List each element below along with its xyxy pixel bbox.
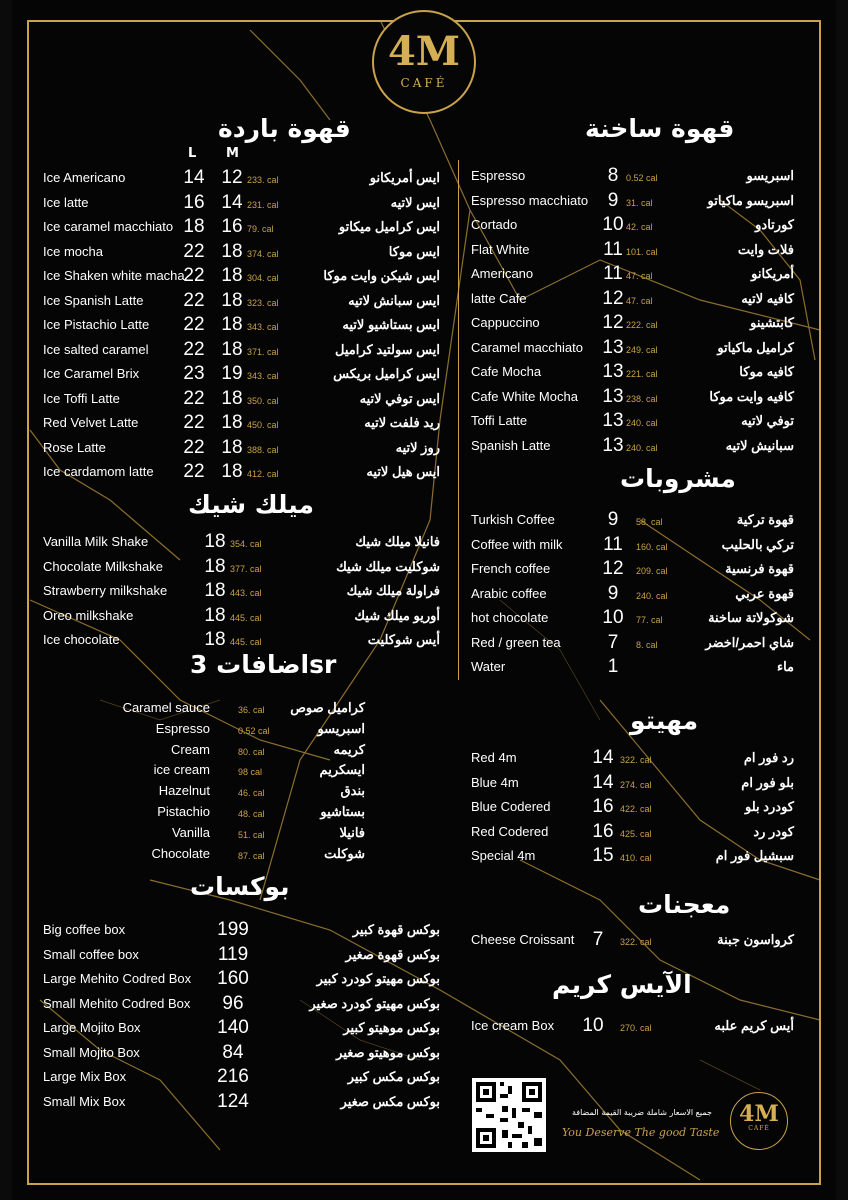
- item-price-large: 16: [183, 191, 205, 213]
- item-calories: 47. cal: [626, 295, 653, 306]
- item-price: 216: [217, 1066, 249, 1087]
- item-name-arabic: بوكس موهيتو صغير: [336, 1044, 440, 1060]
- item-price: 18: [204, 629, 226, 650]
- item-name-arabic: ايس أمريكانو: [369, 170, 440, 185]
- item-price: 13: [602, 385, 624, 407]
- boxes-row: [0, 992, 848, 1016]
- item-name-arabic: كافيه موكا: [739, 364, 794, 379]
- item-calories: 48. cal: [238, 809, 265, 819]
- item-price: 18: [204, 604, 226, 626]
- footer-logo: [730, 1092, 788, 1150]
- mojito-row: [0, 771, 848, 795]
- item-calories: 221. cal: [626, 369, 658, 379]
- item-name-arabic: شوكلت: [324, 845, 365, 861]
- item-name-arabic: ايس كراميل ميكاتو: [338, 219, 440, 234]
- item-name-english: Small Mix Box: [43, 1093, 126, 1109]
- item-name-english: Cafe White Mocha: [471, 388, 578, 404]
- item-name-arabic: كافيه وايت موكا: [709, 388, 794, 404]
- item-name-english: Ice Caramel Brix: [43, 366, 140, 381]
- item-price: 12: [602, 287, 624, 309]
- item-name-arabic: توفي لاتيه: [741, 413, 794, 428]
- item-name-english: Large Mojito Box: [43, 1020, 141, 1035]
- item-calories: 270. cal: [620, 1023, 652, 1033]
- item-price-large: 22: [183, 436, 205, 458]
- item-price: 18: [204, 531, 226, 552]
- item-name-arabic: اسبريسو: [317, 720, 365, 736]
- item-name-english: Ice caramel macchiato: [43, 219, 174, 234]
- qr-pattern-icon: [472, 1078, 546, 1152]
- item-name-arabic: بلو فور ام: [741, 774, 794, 790]
- item-name-arabic: ايس موكا: [388, 243, 440, 259]
- item-price: 9: [607, 582, 619, 604]
- hot-coffee-row: [0, 238, 848, 262]
- item-calories: 238. cal: [626, 393, 658, 404]
- brand-logo: [372, 10, 476, 114]
- item-calories: 343. cal: [247, 371, 279, 381]
- boxes-row: [0, 967, 848, 991]
- item-price-medium: 16: [221, 216, 243, 237]
- item-calories: 160. cal: [636, 541, 668, 552]
- item-name-arabic: أمريكانو: [751, 266, 794, 281]
- item-price: 16: [592, 796, 614, 817]
- item-name-arabic: شوكليت ميلك شيك: [336, 558, 440, 574]
- item-name-english: Rose Latte: [43, 439, 106, 455]
- hot-coffee-row: [0, 189, 848, 213]
- item-name-english: Red Velvet Latte: [43, 415, 139, 430]
- mojito-row: [0, 844, 848, 868]
- item-calories: 323. cal: [247, 297, 279, 308]
- item-price-medium: 18: [221, 240, 243, 262]
- item-price: 10: [582, 1015, 604, 1036]
- item-name-english: Blue 4m: [471, 774, 519, 790]
- item-name-english: Coffee with milk: [471, 536, 563, 552]
- item-name-english: Cortado: [471, 217, 518, 232]
- item-price: 11: [603, 533, 623, 555]
- item-name-arabic: كراميل صوص: [290, 700, 365, 715]
- item-price-medium: 19: [221, 363, 243, 384]
- tagline: You Deserve The good Taste: [562, 1126, 720, 1139]
- item-name-english: Pistachio: [157, 804, 210, 819]
- pastries-row: [0, 928, 848, 952]
- item-name-arabic: ايس كراميل بريكس: [333, 366, 440, 381]
- section-hot-coffee: قهوة ساخنة: [585, 114, 735, 143]
- item-calories: 425. cal: [620, 828, 652, 839]
- item-name-english: Espresso macchiato: [471, 192, 589, 208]
- item-name-arabic: سبشيل فور ام: [715, 848, 794, 863]
- item-name-arabic: كراميل ماكياتو: [717, 339, 794, 355]
- item-name-english: Ice cream Box: [471, 1018, 555, 1033]
- drinks-row: [0, 631, 848, 655]
- item-name-english: Large Mix Box: [43, 1069, 127, 1084]
- hot-coffee-row: [0, 336, 848, 360]
- item-name-arabic: بوكس مكس كبير: [347, 1069, 440, 1084]
- item-price: 160: [217, 968, 249, 989]
- item-name-english: Vanilla Milk Shake: [43, 534, 149, 549]
- brand-mark: 4M: [387, 28, 461, 75]
- item-name-english: Small Mehito Codred Box: [43, 995, 191, 1011]
- item-name-english: ice cream: [153, 762, 210, 778]
- item-name-arabic: كابتشينو: [750, 315, 794, 330]
- item-calories: 233. cal: [247, 175, 279, 185]
- drinks-row: [0, 533, 848, 557]
- item-name-arabic: أيس كريم علبه: [714, 1018, 794, 1033]
- item-price-large: 22: [183, 265, 205, 286]
- hot-coffee-row: [0, 385, 848, 409]
- item-name-arabic: بندق: [340, 783, 365, 799]
- item-calories: 410. cal: [620, 853, 652, 863]
- item-name-arabic: شاي احمر/اخضر: [705, 634, 794, 650]
- item-name-english: Espresso: [471, 168, 526, 183]
- hot-coffee-row: [0, 287, 848, 311]
- item-name-arabic: أيس شوكليت: [367, 632, 440, 647]
- item-price: 18: [204, 580, 226, 601]
- item-calories: 0.52 cal: [238, 725, 270, 736]
- item-name-arabic: ايس سولتيد كراميل: [335, 341, 440, 357]
- item-price-medium: 18: [221, 314, 243, 335]
- item-name-arabic: روز لاتيه: [395, 439, 440, 455]
- item-name-arabic: فانيلا: [339, 824, 365, 840]
- item-calories: 388. cal: [247, 444, 279, 455]
- item-calories: 304. cal: [247, 273, 279, 283]
- section-pastries: معجنات: [638, 890, 731, 919]
- mojito-row: [0, 746, 848, 770]
- item-name-arabic: كودر رد: [753, 823, 794, 839]
- item-price: 15: [592, 845, 614, 866]
- drinks-row: [0, 655, 848, 679]
- item-calories: 46. cal: [238, 788, 265, 799]
- item-name-arabic: تركي بالحليب: [721, 536, 794, 552]
- item-calories: 87. cal: [238, 850, 265, 861]
- item-calories: 322. cal: [620, 755, 652, 765]
- item-calories: 209. cal: [636, 566, 668, 576]
- item-name-arabic: اسبريسو ماكياتو: [707, 192, 794, 208]
- drinks-row: [0, 582, 848, 606]
- item-price: 11: [603, 238, 623, 260]
- item-price-medium: 18: [221, 387, 243, 409]
- item-name-english: Flat White: [471, 241, 530, 257]
- item-name-english: Cream: [170, 741, 210, 757]
- item-name-english: Caramel sauce: [122, 700, 210, 715]
- item-calories: 36. cal: [238, 705, 265, 715]
- item-calories: 350. cal: [247, 395, 279, 406]
- drinks-row: [0, 606, 848, 630]
- item-name-arabic: قهوة فرنسية: [725, 561, 794, 576]
- item-name-english: Ice latte: [43, 194, 89, 210]
- size-medium-label: M: [226, 146, 239, 161]
- vat-note: جميع الاسعار شاملة ضريبة القيمة المضافة: [572, 1108, 712, 1117]
- item-price: 13: [602, 336, 624, 358]
- item-price: 13: [602, 434, 624, 456]
- item-price: 199: [217, 919, 249, 940]
- item-price-large: 22: [183, 461, 205, 482]
- item-price-large: 22: [183, 412, 205, 433]
- item-name-english: Water: [471, 659, 506, 674]
- item-name-arabic: أوريو ميلك شيك: [354, 607, 440, 623]
- item-price: 7: [592, 929, 604, 950]
- item-calories: 374. cal: [247, 248, 279, 259]
- item-price-medium: 18: [221, 338, 243, 360]
- item-calories: 445. cal: [230, 637, 262, 647]
- item-calories: 354. cal: [230, 539, 262, 549]
- item-calories: 51. cal: [238, 829, 265, 840]
- item-name-arabic: فلات وايت: [737, 241, 794, 257]
- item-name-english: Hazelnut: [158, 783, 210, 799]
- item-calories: 422. cal: [620, 804, 652, 814]
- item-name-arabic: سبانيش لاتيه: [725, 437, 794, 453]
- item-calories: 240. cal: [636, 590, 668, 601]
- item-price-large: 22: [183, 314, 205, 335]
- item-name-arabic: فانيلا ميلك شيك: [355, 534, 440, 549]
- item-name-arabic: بوكس مهيتو كودرد صغير: [309, 995, 440, 1011]
- hot-coffee-row: [0, 409, 848, 433]
- hot-coffee-row: [0, 213, 848, 237]
- item-price-medium: 14: [221, 191, 243, 213]
- item-price-large: 22: [183, 387, 205, 409]
- item-name-english: Small coffee box: [43, 946, 139, 962]
- item-name-english: Red / green tea: [471, 634, 561, 650]
- item-name-arabic: ايس توفي لاتيه: [359, 390, 440, 406]
- item-name-english: Big coffee box: [43, 922, 126, 937]
- hot-coffee-row: [0, 360, 848, 384]
- item-price: 13: [602, 410, 624, 431]
- item-name-arabic: ايس شيكن وايت موكا: [323, 268, 440, 283]
- item-name-arabic: كورتادو: [755, 217, 794, 232]
- footer-brand-cafe: CAFÉ: [748, 1125, 770, 1132]
- size-large-label: L: [188, 146, 197, 161]
- item-price-medium: 18: [221, 265, 243, 286]
- item-calories: 42. cal: [626, 222, 653, 232]
- item-price-large: 14: [183, 167, 205, 188]
- item-name-arabic: بوكس قهوة صغير: [345, 946, 440, 962]
- item-calories: 79. cal: [247, 224, 274, 234]
- ice-cream-row: [0, 1014, 848, 1038]
- item-price-medium: 18: [221, 461, 243, 482]
- item-name-english: Red 4m: [471, 750, 517, 765]
- item-price-large: 22: [183, 289, 205, 311]
- item-calories: 249. cal: [626, 344, 658, 355]
- item-name-english: Turkish Coffee: [471, 512, 555, 527]
- hot-coffee-row: [0, 262, 848, 286]
- item-name-arabic: ايس هيل لاتيه: [366, 464, 440, 479]
- item-calories: 240. cal: [626, 418, 658, 428]
- item-name-arabic: بوكس مهيتو كودرد كبير: [316, 971, 440, 986]
- item-name-english: Small Mojito Box: [43, 1044, 140, 1060]
- item-calories: 231. cal: [247, 199, 279, 210]
- item-calories: 412. cal: [247, 469, 279, 479]
- item-name-english: Cheese Croissant: [471, 932, 575, 947]
- item-calories: 80. cal: [238, 746, 265, 757]
- item-name-english: Americano: [471, 266, 534, 281]
- boxes-row: [0, 1090, 848, 1114]
- item-calories: 377. cal: [230, 563, 262, 574]
- item-name-english: Ice Shaken white macha: [43, 268, 185, 283]
- item-name-english: Ice mocha: [43, 243, 103, 259]
- item-name-arabic: ايسكريم: [319, 762, 365, 778]
- item-price: 9: [607, 189, 619, 211]
- item-price: 84: [222, 1041, 244, 1063]
- item-calories: 98 cal: [238, 767, 263, 778]
- item-name-arabic: اسبريسو: [746, 168, 794, 183]
- item-name-english: Strawberry milkshake: [43, 583, 168, 598]
- section-mojito: مهيتو: [630, 706, 699, 735]
- item-name-english: Chocolate: [151, 845, 210, 861]
- item-price-medium: 18: [221, 412, 243, 433]
- item-calories: 322. cal: [620, 937, 652, 947]
- section-drinks: مشروبات: [620, 464, 736, 493]
- mojito-row: [0, 795, 848, 819]
- boxes-row: [0, 1065, 848, 1089]
- item-price: 14: [592, 747, 614, 768]
- item-name-arabic: ايس لاتيه: [390, 194, 440, 210]
- item-price: 16: [592, 820, 614, 842]
- item-price: 9: [607, 509, 619, 530]
- item-calories: 274. cal: [620, 779, 652, 790]
- mojito-row: [0, 820, 848, 844]
- item-name-english: Ice Spanish Latte: [43, 292, 144, 308]
- item-price: 13: [602, 361, 624, 382]
- item-calories: 343. cal: [247, 322, 279, 332]
- item-name-arabic: بوكس مكس صغير: [340, 1093, 440, 1109]
- section-ice-cream: الآيس كريم: [552, 970, 692, 999]
- item-name-english: Blue Codered: [471, 799, 551, 814]
- item-calories: 58. cal: [636, 517, 663, 527]
- section-cold-coffee: قهوة باردة: [218, 114, 351, 143]
- item-name-english: Caramel macchiato: [471, 339, 583, 355]
- item-calories: 371. cal: [247, 346, 279, 357]
- qr-code[interactable]: [472, 1078, 546, 1152]
- item-name-english: Ice cardamom latte: [43, 464, 154, 479]
- item-price-large: 22: [183, 240, 205, 262]
- item-name-english: Espresso: [155, 720, 210, 736]
- item-name-english: Cafe Mocha: [471, 364, 542, 379]
- item-calories: 8. cal: [636, 639, 658, 650]
- item-name-arabic: كرواسون جبنة: [717, 932, 794, 947]
- item-calories: 0.52 cal: [626, 173, 658, 183]
- item-price-medium: 18: [221, 436, 243, 458]
- item-name-english: latte Cafe: [471, 290, 527, 306]
- hot-coffee-row: [0, 434, 848, 458]
- item-name-arabic: ريد فلفت لاتيه: [364, 415, 440, 430]
- item-calories: 443. cal: [230, 588, 262, 598]
- item-name-english: Ice Americano: [43, 170, 126, 185]
- item-price: 8: [607, 165, 619, 186]
- item-price: 96: [222, 992, 244, 1014]
- brand-cafe: CAFÉ: [400, 76, 448, 90]
- item-name-english: Arabic coffee: [471, 585, 547, 601]
- section-extras: اضافات 3sr: [190, 650, 337, 679]
- item-price-medium: 18: [221, 289, 243, 311]
- item-name-english: Red Codered: [471, 823, 549, 839]
- item-name-arabic: كريمه: [333, 741, 365, 757]
- item-calories: 47. cal: [626, 271, 653, 281]
- item-calories: 445. cal: [230, 612, 262, 623]
- footer-brand-mark: 4M: [739, 1101, 779, 1127]
- item-name-arabic: فراولة ميلك شيك: [346, 583, 440, 598]
- item-name-arabic: قهوة تركية: [736, 512, 794, 527]
- hot-coffee-row: [0, 164, 848, 188]
- item-name-arabic: بستاشيو: [320, 804, 365, 819]
- item-price: 1: [607, 656, 619, 677]
- drinks-row: [0, 508, 848, 532]
- item-price: 140: [217, 1017, 249, 1038]
- item-name-arabic: رد فور ام: [743, 750, 794, 765]
- item-name-arabic: كودرد بلو: [744, 799, 794, 814]
- item-name-arabic: بوكس موهيتو كبير: [343, 1020, 440, 1035]
- boxes-row: [0, 1041, 848, 1065]
- item-name-english: Ice chocolate: [43, 632, 120, 647]
- item-name-english: Spanish Latte: [471, 437, 551, 453]
- item-price: 119: [217, 943, 249, 965]
- item-name-english: Chocolate Milkshake: [43, 558, 163, 574]
- cold-coffee-row: [0, 460, 848, 484]
- item-price: 12: [602, 558, 624, 579]
- hot-coffee-row: [0, 311, 848, 335]
- section-milkshake: ميلك شيك: [188, 490, 314, 519]
- item-price: 124: [217, 1090, 249, 1112]
- item-name-english: Large Mehito Codred Box: [43, 971, 192, 986]
- item-price: 10: [602, 214, 624, 235]
- item-price: 12: [602, 312, 624, 333]
- item-name-english: Ice Pistachio Latte: [43, 317, 150, 332]
- item-price: 14: [592, 771, 614, 793]
- item-name-arabic: ايس سبانش لاتيه: [348, 292, 440, 308]
- item-price-large: 22: [183, 338, 205, 360]
- item-name-arabic: قهوة عربي: [735, 585, 794, 601]
- item-name-arabic: ماء: [776, 659, 794, 674]
- item-name-english: Ice Toffi Latte: [43, 390, 120, 406]
- item-name-arabic: شوكولاتة ساخنة: [708, 610, 794, 625]
- section-boxes: بوكسات: [190, 872, 290, 901]
- item-price: 18: [204, 555, 226, 577]
- item-price-medium: 12: [221, 167, 243, 188]
- item-name-english: Special 4m: [471, 848, 536, 863]
- item-name-arabic: كافيه لاتيه: [741, 290, 794, 306]
- item-name-english: Toffi Latte: [471, 413, 528, 428]
- item-calories: 101. cal: [626, 246, 658, 257]
- item-calories: 222. cal: [626, 320, 658, 330]
- item-price: 7: [607, 631, 619, 653]
- item-name-english: Vanilla: [171, 824, 210, 840]
- item-price: 11: [603, 263, 623, 284]
- item-calories: 77. cal: [636, 615, 663, 625]
- item-calories: 240. cal: [626, 442, 658, 453]
- item-name-english: Ice salted caramel: [43, 341, 149, 357]
- item-price-large: 23: [183, 363, 205, 384]
- item-name-english: Oreo milkshake: [43, 607, 134, 623]
- item-name-english: French coffee: [471, 561, 551, 576]
- item-price-large: 18: [183, 216, 205, 237]
- item-calories: 450. cal: [247, 420, 279, 430]
- item-name-arabic: بوكس قهوة كبير: [352, 922, 440, 937]
- item-calories: 31. cal: [626, 197, 653, 208]
- drinks-row: [0, 557, 848, 581]
- item-price: 10: [602, 607, 624, 628]
- item-name-arabic: ايس بستاشيو لاتيه: [342, 317, 440, 332]
- item-name-english: Cappuccino: [471, 315, 540, 330]
- item-name-english: hot chocolate: [471, 610, 549, 625]
